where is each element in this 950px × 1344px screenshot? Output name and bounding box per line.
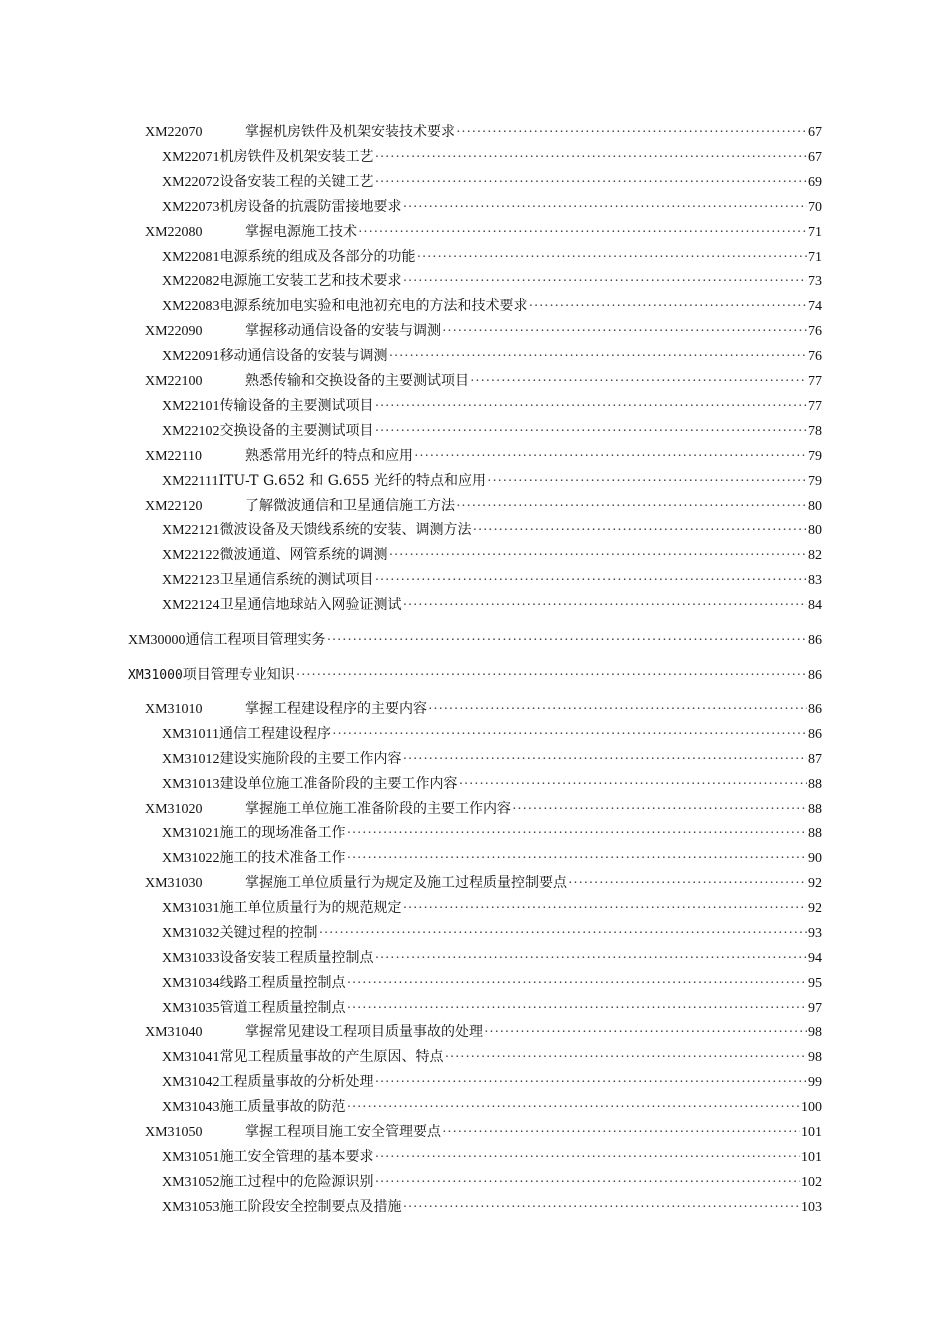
toc-entry-code: XM22102 xyxy=(162,423,220,439)
toc-entry-code: XM22071 xyxy=(162,149,220,165)
toc-entry-code: XM31040 xyxy=(145,1025,203,1041)
toc-entry-code: XM31020 xyxy=(145,801,203,817)
toc-entry-code: XM31050 xyxy=(145,1124,203,1140)
toc-entry-title: 了解微波通信和卫星通信施工方法 xyxy=(245,497,455,514)
toc-entry[interactable] xyxy=(145,1023,822,1042)
toc-entry[interactable] xyxy=(145,700,822,719)
toc-entry-code: XM22101 xyxy=(162,398,220,414)
toc-entry-title: 施工过程中的危险源识别 xyxy=(219,1173,374,1190)
toc-entry-title: 电源施工安装工艺和技术要求 xyxy=(219,273,402,290)
toc-leader-dots xyxy=(403,273,807,291)
toc-entry-code: XM22072 xyxy=(162,174,220,190)
toc-entry-page-number: 86 xyxy=(808,668,822,683)
toc-leader-dots xyxy=(347,975,807,993)
toc-leader-dots xyxy=(459,776,807,794)
toc-entry-page-number: 93 xyxy=(808,925,822,941)
toc-entry[interactable] xyxy=(162,999,822,1018)
toc-entry[interactable] xyxy=(162,546,822,565)
toc-leader-dots xyxy=(487,473,807,491)
toc-entry-title: 常见工程质量事故的产生原因、特点 xyxy=(219,1049,444,1066)
toc-leader-dots xyxy=(375,149,807,167)
toc-leader-dots xyxy=(456,498,807,516)
toc-entry-code: XM31022 xyxy=(162,851,220,867)
toc-leader-dots xyxy=(512,801,807,819)
toc-leader-dots xyxy=(403,1199,800,1217)
toc-leader-dots xyxy=(375,398,807,416)
toc-entry-page-number: 87 xyxy=(808,751,822,767)
toc-entry-title: 熟悉传输和交换设备的主要测试项目 xyxy=(245,373,469,389)
toc-entry-code: XM31013 xyxy=(162,776,220,792)
toc-entry[interactable] xyxy=(162,422,822,441)
toc-entry-title: 施工单位质量行为的规范规定 xyxy=(219,900,402,917)
toc-entry-page-number: 92 xyxy=(808,876,822,892)
toc-entry[interactable] xyxy=(162,248,822,267)
toc-entry-title: 施工质量事故的防范 xyxy=(219,1099,346,1116)
toc-entry[interactable] xyxy=(162,1073,822,1092)
toc-entry-page-number: 77 xyxy=(808,374,822,389)
toc-entry-code: XM31034 xyxy=(162,975,220,991)
toc-entry-code: XM31012 xyxy=(162,751,220,767)
toc-entry-title: 通信工程建设程序 xyxy=(219,725,332,742)
toc-entry[interactable] xyxy=(145,322,822,341)
toc-entry-code: XM22111 xyxy=(162,473,219,489)
toc-entry[interactable] xyxy=(145,123,822,142)
toc-leader-dots xyxy=(484,1024,807,1042)
toc-entry-page-number: 101 xyxy=(801,1149,822,1165)
toc-entry-title: 机房设备的抗震防雷接地要求 xyxy=(219,198,402,215)
toc-leader-dots xyxy=(375,950,807,968)
toc-entry-title: 施工的技术准备工作 xyxy=(219,850,346,867)
toc-entry[interactable] xyxy=(162,924,822,943)
toc-entry-page-number: 71 xyxy=(808,249,822,265)
toc-entry-title: 掌握常见建设工程项目质量事故的处理 xyxy=(245,1024,483,1041)
toc-entry-title: 设备安装工程的关键工艺 xyxy=(219,173,374,190)
toc-leader-dots xyxy=(470,373,807,391)
toc-entry-code: XM31035 xyxy=(162,1000,220,1016)
toc-entry-page-number: 84 xyxy=(808,598,822,614)
toc-entry-page-number: 80 xyxy=(808,498,822,514)
toc-entry-title: 管道工程质量控制点 xyxy=(219,999,346,1016)
toc-entry[interactable] xyxy=(162,397,822,416)
toc-entry-title: 掌握施工单位施工准备阶段的主要工作内容 xyxy=(245,800,511,817)
toc-entry[interactable] xyxy=(162,272,822,291)
toc-entry-code: XM31053 xyxy=(162,1199,220,1215)
toc-entry-page-number: 90 xyxy=(808,851,822,867)
toc-leader-dots xyxy=(442,323,807,341)
toc-leader-dots xyxy=(347,1000,807,1018)
toc-entry-code: XM22082 xyxy=(162,274,220,290)
toc-leader-dots xyxy=(375,423,807,441)
toc-entry[interactable] xyxy=(128,666,822,685)
toc-entry-title: 电源系统的组成及各部分的功能 xyxy=(219,248,416,265)
toc-entry-page-number: 70 xyxy=(808,199,822,215)
toc-entry-page-number: 78 xyxy=(808,423,822,439)
toc-entry[interactable] xyxy=(162,1048,822,1067)
toc-entry-title: 传输设备的主要测试项目 xyxy=(219,397,374,414)
toc-entry-code: XM31033 xyxy=(162,950,220,966)
toc-entry-title: 通信工程项目管理实务 xyxy=(185,632,326,648)
toc-entry-code: XM22122 xyxy=(162,548,220,564)
toc-entry-page-number: 88 xyxy=(808,801,822,817)
toc-entry[interactable] xyxy=(162,198,822,217)
toc-entry-title: 建设单位施工准备阶段的主要工作内容 xyxy=(219,775,458,792)
toc-entry-title: 掌握工程项目施工安全管理要点 xyxy=(245,1123,441,1140)
toc-entry[interactable] xyxy=(162,596,822,615)
toc-entry-title: 掌握电源施工技术 xyxy=(245,223,357,240)
toc-leader-dots xyxy=(375,1174,800,1192)
toc-entry-code: XM22090 xyxy=(145,324,203,340)
toc-entry-title: 掌握移动通信设备的安装与调测 xyxy=(245,323,441,340)
toc-entry-title: 施工的现场准备工作 xyxy=(219,825,346,842)
toc-leader-dots xyxy=(414,448,807,466)
toc-entry-title: 建设实施阶段的主要工作内容 xyxy=(219,750,402,767)
toc-entry-page-number: 86 xyxy=(808,702,822,717)
toc-leader-dots xyxy=(403,597,807,615)
toc-leader-dots xyxy=(473,522,807,540)
toc-entry[interactable] xyxy=(162,1173,822,1192)
toc-leader-dots xyxy=(347,825,807,843)
toc-entry-page-number: 67 xyxy=(808,149,822,165)
toc-entry-title: 掌握工程建设程序的主要内容 xyxy=(245,701,427,717)
toc-entry[interactable] xyxy=(162,173,822,192)
toc-leader-dots xyxy=(403,751,807,769)
toc-leader-dots xyxy=(347,850,807,868)
toc-leader-dots xyxy=(442,1124,800,1142)
toc-entry[interactable] xyxy=(145,497,822,516)
toc-entry-code: XM31030 xyxy=(145,876,203,892)
toc-entry-page-number: 88 xyxy=(808,776,822,792)
toc-entry-code: XM22080 xyxy=(145,224,203,240)
toc-entry-title: 微波通道、网管系统的调测 xyxy=(219,547,388,564)
toc-entry-code: XM30000 xyxy=(128,633,186,648)
toc-entry-page-number: 102 xyxy=(801,1174,822,1190)
toc-entry-page-number: 69 xyxy=(808,174,822,190)
toc-entry-page-number: 94 xyxy=(808,950,822,966)
toc-entry-title: 关键过程的控制 xyxy=(219,924,318,941)
toc-entry[interactable] xyxy=(162,297,822,316)
toc-entry-title: 机房铁件及机架安装工艺 xyxy=(219,148,374,165)
toc-entry-code: XM31043 xyxy=(162,1100,220,1116)
toc-entry-code: XM22110 xyxy=(145,448,203,464)
toc-entry[interactable] xyxy=(162,824,822,843)
toc-leader-dots xyxy=(403,199,807,217)
toc-entry-title: 交换设备的主要测试项目 xyxy=(219,422,374,439)
toc-leader-dots xyxy=(428,701,807,719)
toc-entry-title: 工程质量事故的分析处理 xyxy=(219,1074,374,1091)
toc-entry-page-number: 73 xyxy=(808,274,822,290)
toc-leader-dots xyxy=(319,925,807,943)
toc-leader-dots xyxy=(347,1099,800,1117)
toc-entry-page-number: 80 xyxy=(808,523,822,539)
toc-entry-page-number: 98 xyxy=(808,1050,822,1066)
toc-entry[interactable] xyxy=(145,874,822,893)
toc-entry-page-number: 88 xyxy=(808,826,822,842)
toc-leader-dots xyxy=(389,547,807,565)
toc-entry[interactable] xyxy=(162,949,822,968)
toc-entry-page-number: 86 xyxy=(808,726,822,742)
toc-entry-title: 施工安全管理的基本要求 xyxy=(219,1148,374,1165)
toc-entry-code: XM31010 xyxy=(145,702,203,717)
toc-entry[interactable] xyxy=(162,1098,822,1117)
toc-entry-title: 微波设备及天馈线系统的安装、调测方法 xyxy=(219,522,472,539)
toc-entry-code: XM31011 xyxy=(162,726,220,742)
toc-entry-page-number: 76 xyxy=(808,324,822,340)
toc-entry-page-number: 79 xyxy=(808,448,822,464)
toc-entry-code: XM22073 xyxy=(162,199,220,215)
toc-entry[interactable] xyxy=(145,800,822,819)
toc-entry-code: XM31052 xyxy=(162,1174,220,1190)
toc-leader-dots xyxy=(332,726,807,744)
toc-entry-title: 熟悉常用光纤的特点和应用 xyxy=(245,447,413,464)
toc-entry-page-number: 86 xyxy=(808,633,822,648)
toc-entry-code: XM22124 xyxy=(162,598,220,614)
toc-entry-page-number: 82 xyxy=(808,548,822,564)
toc-entry[interactable] xyxy=(162,1148,822,1167)
toc-entry-code: XM31031 xyxy=(162,901,220,917)
toc-entry-title: 卫星通信系统的测试项目 xyxy=(219,572,374,589)
toc-entry[interactable] xyxy=(145,372,822,391)
toc-entry-code: XM22070 xyxy=(145,125,203,140)
toc-entry-page-number: 76 xyxy=(808,349,822,365)
toc-leader-dots xyxy=(358,224,807,242)
toc-entry[interactable] xyxy=(162,750,822,769)
toc-entry-title: 设备安装工程质量控制点 xyxy=(219,949,374,966)
toc-entry[interactable] xyxy=(162,849,822,868)
toc-entry[interactable] xyxy=(145,447,822,466)
toc-entry[interactable] xyxy=(162,347,822,366)
toc-entry-code: XM22083 xyxy=(162,299,220,315)
toc-entry-title: 掌握施工单位质量行为规定及施工过程质量控制要点 xyxy=(245,875,567,892)
toc-entry-code: XM22123 xyxy=(162,573,220,589)
toc-entry-title: 施工阶段安全控制要点及措施 xyxy=(219,1198,402,1215)
toc-entry-code: XM31042 xyxy=(162,1075,220,1091)
toc-leader-dots xyxy=(445,1049,807,1067)
toc-entry[interactable] xyxy=(162,571,822,590)
toc-entry-code: XM22121 xyxy=(162,523,220,539)
toc-leader-dots xyxy=(417,249,807,267)
toc-entry[interactable] xyxy=(145,1123,822,1142)
toc-leader-dots xyxy=(296,667,807,685)
toc-entry-code: XM31041 xyxy=(162,1050,220,1066)
toc-entry[interactable] xyxy=(162,775,822,794)
toc-entry-title: 掌握机房铁件及机架安装技术要求 xyxy=(245,124,455,140)
toc-entry[interactable] xyxy=(162,899,822,918)
toc-entry-code: XM22091 xyxy=(162,349,220,365)
toc-leader-dots xyxy=(327,632,807,650)
toc-entry[interactable] xyxy=(145,223,822,242)
toc-entry-title: 卫星通信地球站入网验证测试 xyxy=(219,597,402,614)
toc-entry-code: XM22081 xyxy=(162,249,220,265)
toc-entry-page-number: 97 xyxy=(808,1000,822,1016)
toc-leader-dots xyxy=(389,348,807,366)
toc-entry-code: XM22100 xyxy=(145,374,203,389)
toc-leader-dots xyxy=(403,900,807,918)
toc-entry[interactable] xyxy=(162,472,822,491)
toc-leader-dots xyxy=(375,1074,807,1092)
toc-entry-title: 移动通信设备的安装与调测 xyxy=(219,348,388,365)
toc-entry-page-number: 74 xyxy=(808,299,822,315)
toc-entry[interactable] xyxy=(162,725,822,744)
toc-entry[interactable] xyxy=(162,974,822,993)
toc-entry-code: XM31000 xyxy=(128,668,183,683)
toc-leader-dots xyxy=(375,174,807,192)
toc-entry-title: ITU-T G.652 和 G.655 光纤的特点和应用 xyxy=(218,472,487,489)
toc-entry-code: XM22120 xyxy=(145,498,203,514)
toc-entry-page-number: 92 xyxy=(808,901,822,917)
toc-entry-page-number: 99 xyxy=(808,1075,822,1091)
toc-entry-title: 线路工程质量控制点 xyxy=(219,974,346,991)
toc-entry-page-number: 77 xyxy=(808,398,822,414)
toc-entry-page-number: 100 xyxy=(801,1100,822,1116)
toc-entry-code: XM31051 xyxy=(162,1149,220,1165)
toc-entry-page-number: 79 xyxy=(808,473,822,489)
toc-leader-dots xyxy=(456,124,807,142)
toc-entry[interactable] xyxy=(162,1198,822,1217)
toc-leader-dots xyxy=(375,572,807,590)
toc-entry-page-number: 103 xyxy=(801,1199,822,1215)
toc-entry-code: XM31032 xyxy=(162,925,220,941)
toc-entry-page-number: 71 xyxy=(808,224,822,240)
toc-entry[interactable] xyxy=(162,148,822,167)
toc-leader-dots xyxy=(529,298,807,316)
toc-entry[interactable] xyxy=(128,631,822,650)
toc-entry-code: XM31021 xyxy=(162,826,220,842)
toc-entry-title: 电源系统加电实验和电池初充电的方法和技术要求 xyxy=(219,298,528,315)
toc-entry[interactable] xyxy=(162,521,822,540)
toc-entry-page-number: 67 xyxy=(808,125,822,140)
toc-entry-page-number: 101 xyxy=(801,1124,822,1140)
toc-leader-dots xyxy=(375,1149,800,1167)
toc-entry-page-number: 98 xyxy=(808,1025,822,1041)
toc-entry-page-number: 83 xyxy=(808,573,822,589)
toc-entry-title: 项目管理专业知识 xyxy=(182,667,295,683)
toc-leader-dots xyxy=(568,875,807,893)
toc-entry-page-number: 95 xyxy=(808,975,822,991)
